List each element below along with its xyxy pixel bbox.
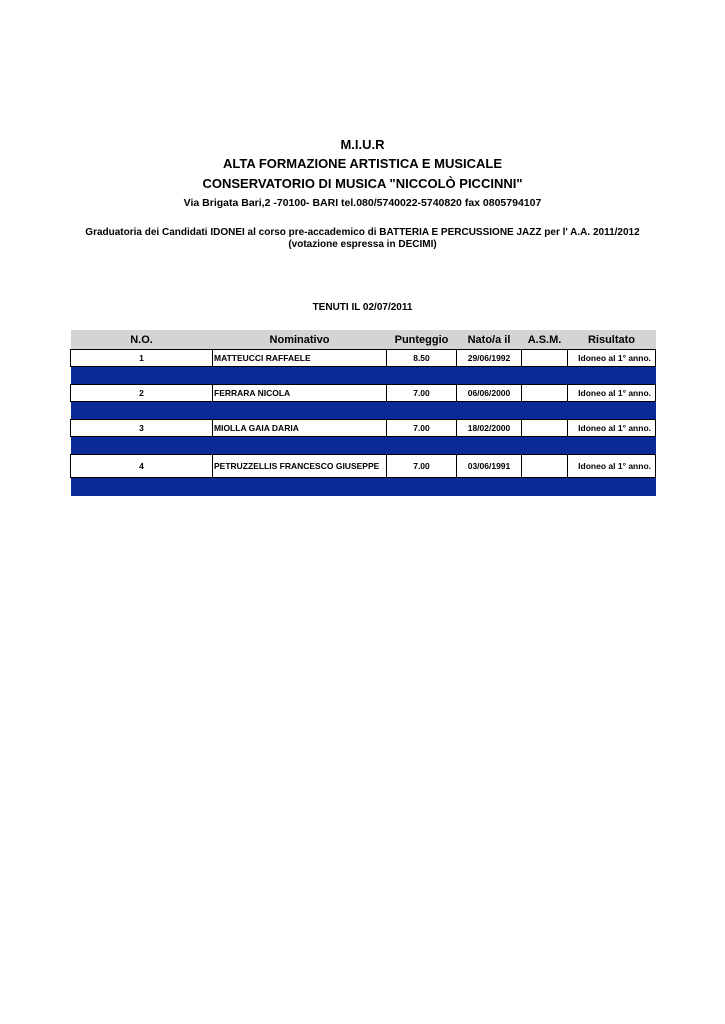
- cell-score: 7.00: [387, 420, 457, 437]
- cell-name: FERRARA NICOLA: [213, 385, 387, 402]
- column-header-score: Punteggio: [387, 330, 457, 350]
- cell-name: MATTEUCCI RAFFAELE: [213, 350, 387, 367]
- cell-no: 2: [71, 385, 213, 402]
- cell-score: 7.00: [387, 385, 457, 402]
- table-row: [71, 385, 656, 402]
- cell-birthdate: 29/06/1992: [457, 350, 522, 367]
- cell-score: 8.50: [387, 350, 457, 367]
- institution-sector: ALTA FORMAZIONE ARTISTICA E MUSICALE: [223, 156, 502, 171]
- row-separator: [71, 402, 656, 420]
- institution-acronym: M.I.U.R: [340, 137, 385, 152]
- ranking-description: Graduatoria dei Candidati IDONEI al corso pre-accademico di BATTERIA E PERCUSSIONE JAZZ per l' A.A. 2011/2012 (votazione espressa in DECIMI): [85, 227, 640, 250]
- row-separator: [71, 478, 656, 497]
- cell-result: Idoneo al 1° anno.: [568, 455, 656, 478]
- institution-name: CONSERVATORIO DI MUSICA "NICCOLÒ PICCINNI": [202, 176, 523, 191]
- row-separator: [71, 437, 656, 455]
- column-header-birthdate: Nato/a il: [457, 330, 522, 350]
- table-row: [71, 420, 656, 437]
- table-row: [71, 455, 656, 478]
- cell-no: 3: [71, 420, 213, 437]
- ranking-table: [70, 330, 656, 496]
- cell-result: Idoneo al 1° anno.: [568, 350, 656, 367]
- column-header-result: Risultato: [568, 330, 656, 350]
- cell-asm: [522, 455, 568, 478]
- cell-result: Idoneo al 1° anno.: [568, 385, 656, 402]
- cell-no: 4: [71, 455, 213, 478]
- cell-name: MIOLLA GAIA DARIA: [213, 420, 387, 437]
- column-header-name: Nominativo: [213, 330, 387, 350]
- cell-birthdate: 03/06/1991: [457, 455, 522, 478]
- cell-score: 7.00: [387, 455, 457, 478]
- cell-asm: [522, 385, 568, 402]
- table-header-row: [71, 330, 656, 350]
- table-row: [71, 350, 656, 367]
- cell-result: Idoneo al 1° anno.: [568, 420, 656, 437]
- column-header-asm: A.S.M.: [522, 330, 568, 350]
- cell-name: PETRUZZELLIS FRANCESCO GIUSEPPE: [213, 455, 387, 478]
- cell-birthdate: 18/02/2000: [457, 420, 522, 437]
- exam-date: TENUTI IL 02/07/2011: [312, 302, 413, 313]
- cell-birthdate: 06/06/2000: [457, 385, 522, 402]
- cell-asm: [522, 350, 568, 367]
- column-header-no: N.O.: [71, 330, 213, 350]
- cell-no: 1: [71, 350, 213, 367]
- cell-asm: [522, 420, 568, 437]
- institution-address: Via Brigata Bari,2 -70100- BARI tel.080/5740022-5740820 fax 0805794107: [183, 197, 542, 209]
- row-separator: [71, 367, 656, 385]
